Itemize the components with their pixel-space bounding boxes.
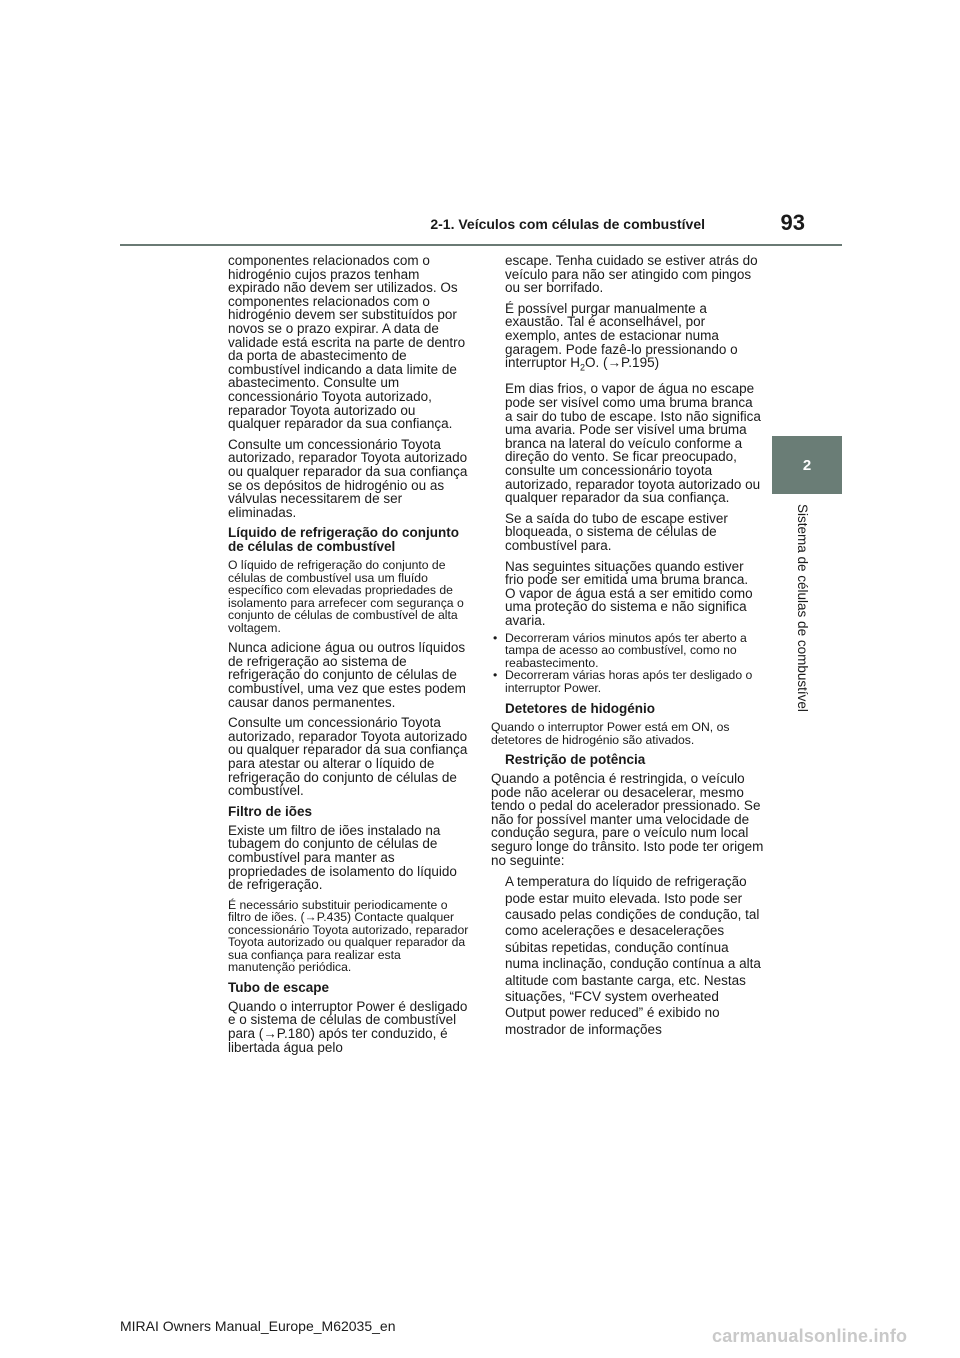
heading-coolant: Líquido de refrigeração do conjunto de células de combustível [228,525,460,555]
text: O. ( [585,355,608,371]
paragraph [228,899,470,974]
heading-ion-filter: Filtro de iões [228,803,313,819]
heading-exhaust: Tubo de escape [228,979,330,995]
paragraph: Nunca adicione água ou outros líquidos de refrigeração ao sistema de refrigeração do conjunto de células de combustível, uma vez que estes podem causar danos permanentes. [228,640,466,710]
paragraph: escape. Tenha cuidado se estiver atrás do veículo para não ser atingido com pingos ou ser borrifado. [505,253,758,296]
list-item: • Decorreram várias horas após ter desligado o interruptor Power. [491,669,761,694]
header-rule [120,244,842,246]
page-reference[interactable]: →P.195 [607,355,655,371]
paragraph: Nas seguintes situações quando estiver frio pode ser emitida uma bruma branca. O vapor de água está a ser emitido como uma proteção do sistema e não significa avaria. [505,558,753,628]
text: É possível purgar manualmente a exaustão. Tal é aconselhável, por exemplo, antes de estacionar numa garagem. Pode fazê-lo pressionando o interruptor H [505,300,738,371]
subscript: 2 [580,362,586,373]
footer-manual-id: MIRAI Owners Manual_Europe_M62035_en [120,1318,396,1334]
text: É necessário substituir periodicamente o filtro de iões. ( [228,897,448,925]
paragraph: Existe um filtro de iões instalado na tubagem do conjunto de células de combustível para manter as propriedades de isolamento do líquido de refrigeração. [228,822,457,893]
chapter-label: Sistema de células de combustível [795,504,810,712]
list-item: • Decorreram vários minutos após ter aberto a tampa de acesso ao combustível, como no reabastecimento. [491,632,761,670]
page-reference[interactable]: →P.180 [263,1025,311,1041]
paragraph: Consulte um concessionário Toyota autorizado, reparador Toyota autorizado ou qualquer reparador da sua confiança para atestar ou alterar o líquido de refrigeração do conjunto de células de combustível. [228,715,468,799]
paragraph [228,1000,470,1054]
section-title: 2-1. Veículos com células de combustível [430,216,705,232]
paragraph [505,302,761,376]
text: ) após ter conduzido, é libertada água pelo [228,1025,448,1055]
paragraph: Quando o interruptor Power está em ON, os detetores de hidrogénio são ativados. [491,720,730,747]
left-column [228,254,470,1061]
right-column [491,253,764,1045]
text: ) [654,355,660,371]
paragraph: componentes relacionados com o hidrogénio cujos prazos tenham expirado não devem ser utilizados. Os componentes relacionados com o hidrogénio devem ser substituídos por novos se o prazo expirar. A data de validade está escrita na parte de dentro da porta de abastecimento de combustível indicando a data limite de abastecimento. Consulte um concessionário Toyota autorizado, reparador Toyota autorizado ou qualquer reparador da sua confiança. [228,253,466,432]
page-reference[interactable]: →P.435 [304,910,348,925]
paragraph: Quando a potência é restringida, o veículo pode não acelerar ou desacelerar, mesmo tendo o pedal do acelerador pressionado. Se não for possível manter uma velocidade de condução segura, pare o veículo num local seguro longe do trânsito. Isto pode ter origem no seguinte: [491,771,764,868]
watermark: carmanualsonline.info [712,1326,908,1346]
bullet-list [491,632,761,695]
paragraph: O líquido de refrigeração do conjunto de células de combustível usa um fluído específico com elevadas propriedades de isolamento para arrefecer com segurança o conjunto de células de combustível de alta voltagem. [228,558,464,635]
text: ) Contacte qualquer concessionário Toyota autorizado, reparador Toyota autorizado ou qualquer reparador da sua confiança para realizar esta manutenção periódica. [228,910,469,975]
heading-power-restriction: Restrição de potência [505,752,646,768]
chapter-tab: 2 [772,436,842,494]
paragraph: Em dias frios, o vapor de água no escape pode ser visível como uma bruma branca a sair do tubo de escape. Isto não significa uma avaria. Pode ser visível uma bruma branca na lateral do veículo conforme a direção do vento. Se ficar preocupado, consulte um concessionário toyota autorizado, reparador toyota autorizado ou qualquer reparador da sua confiança. [505,381,761,506]
paragraph: A temperatura do líquido de refrigeração pode estar muito elevada. Isto pode ser causado pelas condições de condução, tal como acelerações e desacelerações súbitas repetidas, condução contínua numa inclinação, condução contínua a alta altitude com bastante carga, etc. Nestas situações, “FCV system overheated Output power reduced” é exibido no mostrador de informações [505,874,761,1037]
text: Quando o interruptor Power é desligado e o sistema de células de combustível para ( [228,998,468,1041]
page-number: 93 [780,210,805,235]
paragraph: Se a saída do tubo de escape estiver bloqueada, o sistema de células de combustível para. [505,510,728,553]
heading-hydrogen-detectors: Detetores de hidogénio [505,701,656,717]
paragraph: Consulte um concessionário Toyota autorizado, reparador Toyota autorizado ou qualquer reparador da sua confiança se os depósitos de hidrogénio ou as válvulas necessitarem de ser eliminadas. [228,436,468,520]
